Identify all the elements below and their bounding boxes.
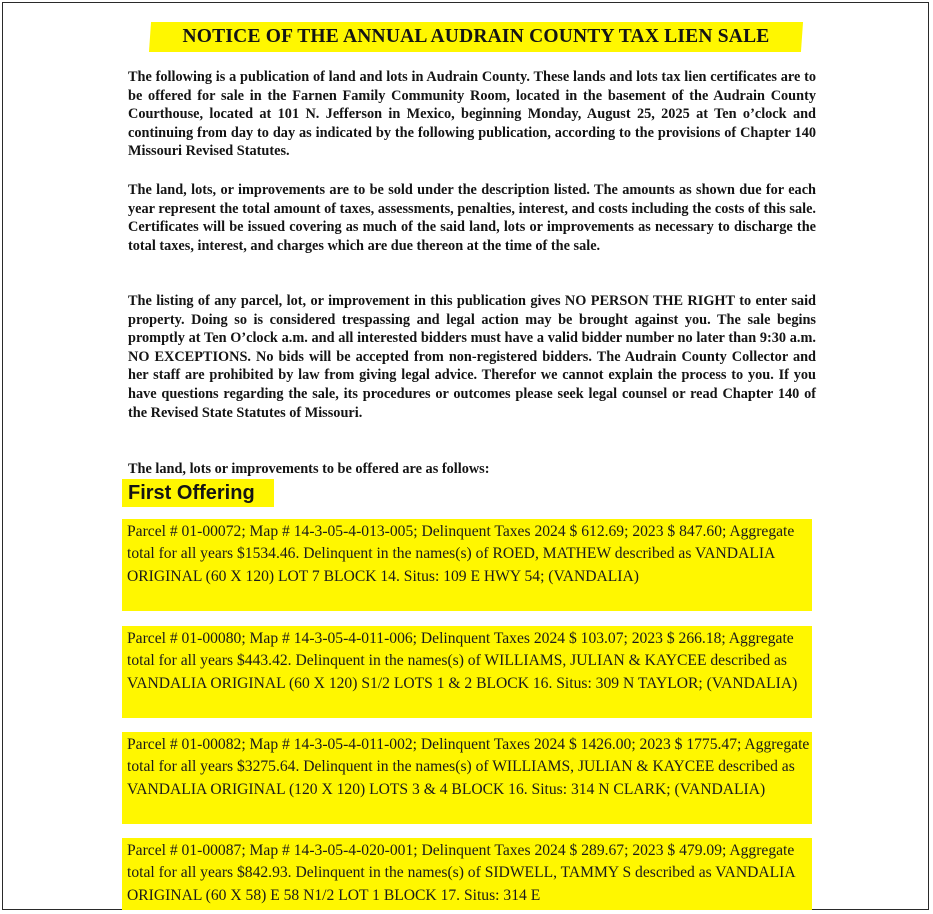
parcel-entry: Parcel # 01-00082; Map # 14-3-05-4-011-002; Delinquent Taxes 2024 $ 1426.00; 2023 $ 1775.47; Aggregate total for all years $3275.64. Delinquent in the names(s) of WILLIAMS, JULIAN & KAYCEE described as VANDALIA ORIGINAL (120 X 120) LOTS 3 & 4 BLOCK 16. Situs: 314 N CLARK; (VANDALIA)	[127, 736, 810, 798]
first-offering-heading: First Offering	[128, 482, 255, 504]
warning-paragraph: The listing of any parcel, lot, or improvement in this publication gives NO PERSON THE RIGHT to enter said property. Doing so is considered trespassing and legal action may be brought against you. The sale begins promptly at Ten O’clock a.m. and all interested bidders must have a valid bidder number no later than 9:30 a.m. NO EXCEPTIONS. No bids will be accepted from non-registered bidders. The Audrain County Collector and her staff are prohibited by law from giving legal advice. Therefor we cannot explain the process to you. If you have questions regarding the sale, its procedures or outcomes please seek legal counsel or read Chapter 140 of the Revised State Statutes of Missouri.	[128, 293, 816, 421]
parcel-entry: Parcel # 01-00080; Map # 14-3-05-4-011-006; Delinquent Taxes 2024 $ 103.07; 2023 $ 266.18; Aggregate total for all years $443.42. Delinquent in the names(s) of WILLIAMS, JULIAN & KAYCEE described as VANDALIA ORIGINAL (60 X 120) S1/2 LOTS 1 & 2 BLOCK 16. Situs: 309 N TAYLOR; (VANDALIA)	[127, 630, 798, 692]
intro-paragraph: The following is a publication of land and lots in Audrain County. These lands and lots tax lien certificates are to be offered for sale in the Farnen Family Community Room, located in the basement of the Audrain County Courthouse, located at 101 N. Jefferson in Mexico, beginning Monday, August 25, 2025 at Ten o’clock and continuing from day to day as indicated by the following publication, according to the provisions of Chapter 140 Missouri Revised Statutes.	[128, 69, 816, 160]
parcel-entry: Parcel # 01-00087; Map # 14-3-05-4-020-001; Delinquent Taxes 2024 $ 289.67; 2023 $ 479.09; Aggregate total for all years $842.93. Delinquent in the names(s) of SIDWELL, TAMMY S described as VANDALIA ORIGINAL (60 X 58) E 58 N1/2 LOT 1 BLOCK 17. Situs: 314 E	[127, 842, 795, 904]
notice-title: NOTICE OF THE ANNUAL AUDRAIN COUNTY TAX LIEN SALE	[182, 26, 770, 47]
sale-terms-paragraph: The land, lots, or improvements are to be sold under the description listed. The amounts as shown due for each year represent the total amount of taxes, assessments, penalties, interest, and costs including the costs of this sale. Certificates will be issued covering as much of the said land, lots or improvements as necessary to discharge the total taxes, interest, and charges which are due thereon at the time of the sale.	[128, 182, 816, 254]
offered-intro-line: The land, lots or improvements to be offered are as follows:	[128, 461, 490, 477]
parcel-entry: Parcel # 01-00072; Map # 14-3-05-4-013-005; Delinquent Taxes 2024 $ 612.69; 2023 $ 847.60; Aggregate total for all years $1534.46. Delinquent in the names(s) of ROED, MATHEW described as VANDALIA ORIGINAL (60 X 120) LOT 7 BLOCK 14. Situs: 109 E HWY 54; (VANDALIA)	[127, 523, 795, 585]
